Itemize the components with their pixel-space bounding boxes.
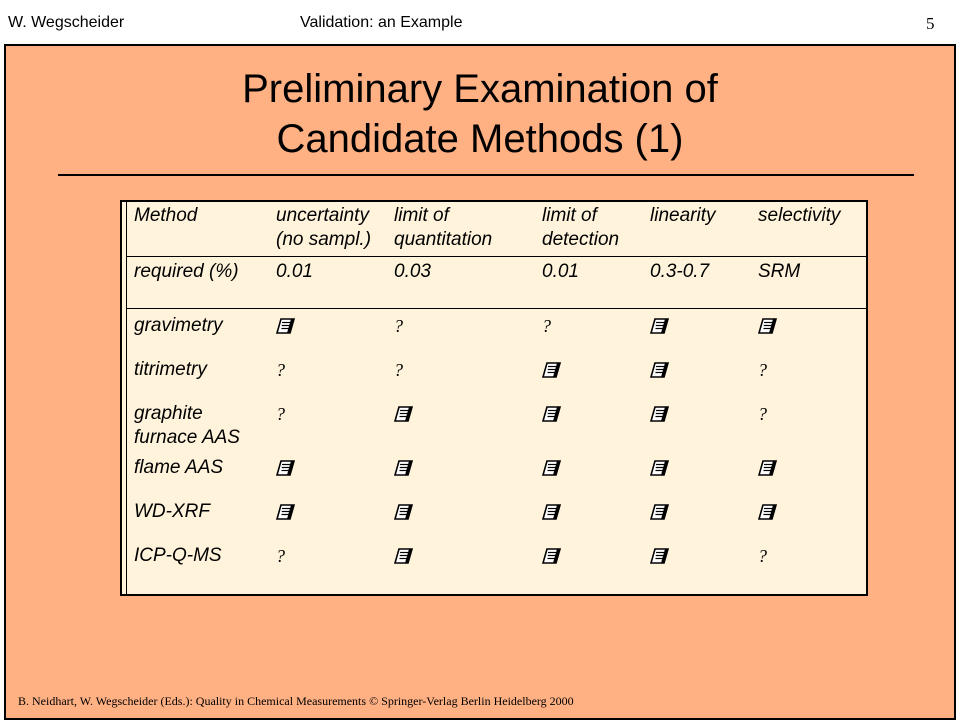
column-header: linearity bbox=[650, 205, 716, 226]
unknown-mark: ? bbox=[542, 316, 551, 336]
slide bbox=[4, 44, 956, 720]
required-value: 0.01 bbox=[542, 261, 579, 282]
check-icon bbox=[650, 361, 670, 379]
column-header: limit of bbox=[394, 205, 449, 226]
header-divider bbox=[126, 256, 866, 257]
column-header: Method bbox=[134, 205, 198, 226]
unknown-mark: ? bbox=[758, 360, 767, 380]
title-divider bbox=[58, 174, 914, 176]
check-icon bbox=[394, 547, 414, 565]
unknown-mark: ? bbox=[394, 316, 403, 336]
method-name: flame AAS bbox=[134, 457, 224, 478]
page-number: 5 bbox=[926, 14, 935, 33]
column-header: uncertainty bbox=[276, 205, 369, 226]
method-name: titrimetry bbox=[134, 359, 207, 380]
check-icon bbox=[542, 503, 562, 521]
check-icon bbox=[394, 503, 414, 521]
footer-citation: B. Neidhart, W. Wegscheider (Eds.): Quality in Chemical Measurements © Springer-Verlag Berlin Heidelberg 2000 bbox=[18, 694, 574, 708]
method-name: furnace AAS bbox=[134, 427, 240, 448]
check-icon bbox=[276, 503, 296, 521]
check-icon bbox=[542, 547, 562, 565]
check-icon bbox=[276, 317, 296, 335]
check-icon bbox=[542, 405, 562, 423]
column-header: detection bbox=[542, 229, 620, 250]
header-author: W. Wegscheider bbox=[8, 14, 125, 31]
unknown-mark: ? bbox=[276, 360, 285, 380]
check-icon bbox=[650, 547, 670, 565]
required-value: 0.01 bbox=[276, 261, 313, 282]
required-value: 0.3-0.7 bbox=[650, 261, 710, 282]
table-left-rule bbox=[126, 202, 127, 594]
methods-table bbox=[120, 200, 868, 596]
check-icon bbox=[758, 317, 778, 335]
unknown-mark: ? bbox=[276, 546, 285, 566]
check-icon bbox=[394, 405, 414, 423]
slide-title bbox=[6, 64, 954, 164]
check-icon bbox=[542, 459, 562, 477]
check-icon bbox=[650, 459, 670, 477]
column-header: selectivity bbox=[758, 205, 841, 226]
header-subject: Validation: an Example bbox=[300, 14, 463, 31]
check-icon bbox=[394, 459, 414, 477]
unknown-mark: ? bbox=[758, 546, 767, 566]
title-line-2: Candidate Methods (1) bbox=[276, 117, 684, 161]
unknown-mark: ? bbox=[276, 404, 285, 424]
method-name: gravimetry bbox=[134, 315, 223, 336]
check-icon bbox=[276, 459, 296, 477]
required-value: 0.03 bbox=[394, 261, 431, 282]
check-icon bbox=[758, 503, 778, 521]
method-name: ICP-Q-MS bbox=[134, 545, 222, 566]
required-label: required (%) bbox=[134, 261, 239, 282]
check-icon bbox=[650, 405, 670, 423]
method-name: graphite bbox=[134, 403, 203, 424]
header-bar bbox=[0, 0, 960, 44]
unknown-mark: ? bbox=[394, 360, 403, 380]
method-name: WD-XRF bbox=[134, 501, 210, 522]
check-icon bbox=[650, 503, 670, 521]
title-line-1: Preliminary Examination of bbox=[242, 67, 718, 111]
column-header: (no sampl.) bbox=[276, 229, 372, 250]
column-header: limit of bbox=[542, 205, 597, 226]
column-header: quantitation bbox=[394, 229, 493, 250]
check-icon bbox=[758, 459, 778, 477]
unknown-mark: ? bbox=[758, 404, 767, 424]
required-value: SRM bbox=[758, 261, 801, 282]
required-divider bbox=[126, 308, 866, 309]
check-icon bbox=[650, 317, 670, 335]
check-icon bbox=[542, 361, 562, 379]
